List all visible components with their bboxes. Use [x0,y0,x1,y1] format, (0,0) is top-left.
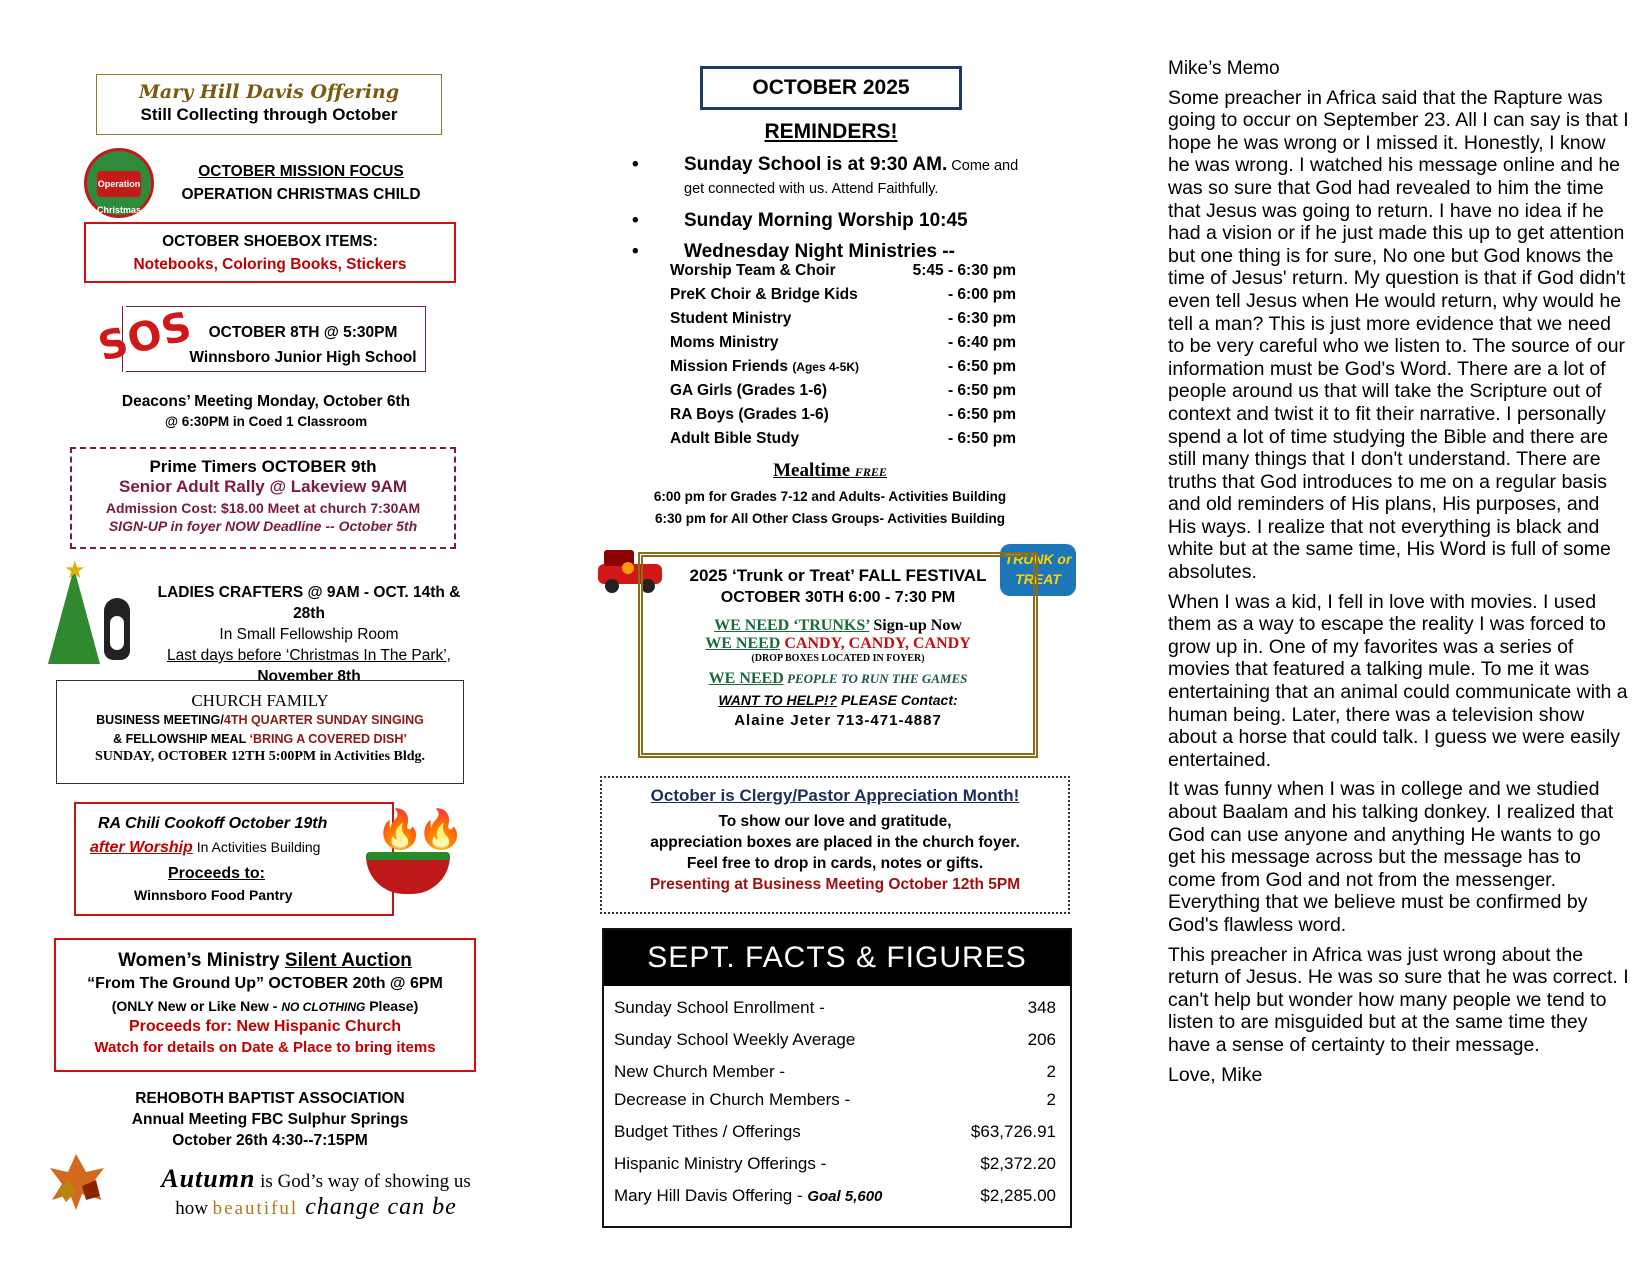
memo-paragraph: Some preacher in Africa said that the Rapture was going to occur on September 23. All I can say is that I hope he was wrong or I missed it. Honestly, I know he was wrong. I watched his message online and he was so sure that God had revealed to him the time that Jesus was going to return. I have no idea if he had a vision or if he just made this up to get attention but one thing is for sure, No one but God knows the time of Jesus' return. My question is that if God didn't even tell Jesus when He would return, why would he tell a man? This is just more evidence that we need to be very careful who we listen to. The source of our information must be God's Word. There are a lot of people around us that will take the Scripture out of context and twist it to fit their narrative. I personally spend a lot of time studying the Bible and there are still many things that I don't understand. There are truths that God introduces to me on a regular basis and old reminders of His plans, His purposes, and His ways. I realize that not everything is black and white but at the same time, His Word is full of some absolutes. [1168,86,1629,584]
sos-logo: SOS [93,303,197,371]
clergy-line3: Feel free to drop in cards, notes or gifts. [686,855,984,872]
mary-hill-davis-box [96,74,442,135]
schedule-row [670,382,1030,406]
shoebox-items-box [84,222,456,283]
facts-value: $2,372.20 [980,1154,1056,1173]
mission-focus-name: OPERATION CHRISTMAS CHILD [181,186,421,203]
reminders-title: REMINDERS! [764,120,898,143]
clergy-line1: To show our love and gratitude, [718,813,952,830]
rehoboth-association [100,1088,440,1151]
mealtime-free: FREE [854,465,887,479]
chili-pantry: Winnsboro Food Pantry [134,887,293,903]
schedule-time: - 6:50 pm [947,406,1016,423]
fall-festival-box [638,552,1038,758]
month-header: OCTOBER 2025 [700,66,962,110]
silent-auction: Silent Auction [284,950,412,971]
schedule-time: - 6:50 pm [947,358,1016,375]
reminder-main: Wednesday Night Ministries -- [684,241,955,262]
womens-watch: Watch for details on Date & Place to bring items [94,1039,436,1056]
sos-details [178,320,428,370]
autumn-word: Autumn [161,1164,256,1193]
mealtime-line2: 6:30 pm for All Other Class Groups- Activities Building [654,511,1006,526]
fellowship-meal: & FELLOWSHIP MEAL [113,732,250,746]
autumn-beautiful: beautiful [212,1198,299,1219]
chili-after-worship: after Worship [90,839,193,856]
chili-proceeds: Proceeds to: [168,865,265,882]
want-to-help: WANT TO HELP!? [718,692,838,708]
need-people-label: WE NEED [708,670,784,687]
schedule-time: 5:45 - 6:30 pm [912,262,1016,279]
facts-label: Sunday School Weekly Average [614,1030,856,1049]
facts-row [614,1180,1056,1212]
rehoboth-title: REHOBOTH BAPTIST ASSOCIATION [135,1090,405,1107]
memo-title: Mike’s Memo [1168,58,1280,79]
memo-paragraph: It was funny when I was in college and we studied about Baalam and his talking donkey. I realized that God can use anyone and anything He wants to go get his message across but the message has to come from God and not from the messenger. Everything that we believe must be confirmed by God's flawless word. [1168,778,1614,936]
reminder-sub: Come and get connected with us. Attend Faithfully. [684,158,1019,197]
schedule-time: - 6:50 pm [947,382,1016,399]
autumn-leaves-icon [46,1150,110,1212]
mission-focus [160,160,442,206]
rehoboth-date: October 26th 4:30--7:15PM [172,1132,368,1149]
operation-christmas-child-logo [84,148,154,241]
womens-note-b: NO CLOTHING [281,1000,366,1014]
schedule-row [670,286,1030,310]
church-family-date: SUNDAY, OCTOBER 12TH 5:00PM in Activities Bldg. [94,749,426,764]
reminders-list [632,154,1042,263]
sos-date: OCTOBER 8TH @ 5:30PM [208,324,398,341]
womens-title: Women’s Ministry [118,950,285,971]
occ-logo-text: Operation Christmas Child [97,171,141,197]
chili-location: In Activities Building [192,839,321,855]
schedule-name: Student Ministry [670,310,792,327]
facts-value: 348 [1027,998,1056,1017]
autumn-line1: is God’s way of showing us [255,1171,471,1192]
facts-row [614,1024,1056,1056]
festival-title: 2025 ‘Trunk or Treat’ FALL FESTIVAL [689,566,987,585]
star-icon: ★ [64,557,86,584]
facts-label: New Church Member - [614,1062,785,1081]
church-family-box [56,680,464,784]
fire-icon: 🔥🔥 [376,809,459,851]
facts-row [614,1056,1056,1088]
clergy-line4: Presenting at Business Meeting October 12th 5PM [649,876,1021,893]
signup-now: Sign-up Now [869,617,962,634]
mealtime-title: Mealtime [773,460,851,481]
schedule-name: Moms Ministry [670,334,779,351]
facts-value: $63,726.91 [970,1122,1056,1141]
festival-date: OCTOBER 30TH 6:00 - 7:30 PM [720,589,956,606]
need-candy-label: WE NEED [705,635,781,652]
reminder-sunday-school [632,154,1042,200]
mhd-title: Mary Hill Davis Offering [138,81,400,103]
memo-paragraph: This preacher in Africa was just wrong about the return of Jesus. He was so sure that he was correct. I can't help but wonder how many people we tend to listen to are misguided but at the same time they have a sense of certainty to their message. [1168,943,1629,1056]
people-games: PEOPLE TO RUN THE GAMES [783,671,968,686]
please-contact: PLEASE Contact: [837,692,958,708]
ladies-title: LADIES CRAFTERS @ 9AM - OCT. 14th & 28th [157,584,461,622]
schedule-row [670,310,1030,334]
church-family-title: CHURCH FAMILY [191,691,329,710]
schedule-name: Mission Friends [670,358,793,375]
mhd-subtitle: Still Collecting through October [140,105,398,124]
schedule-time: - 6:40 pm [947,334,1016,351]
facts-figures-table [602,928,1072,1228]
chili-title: RA Chili Cookoff October 19th [98,815,328,832]
reminder-wednesday [632,241,1042,263]
schedule-name: Worship Team & Choir [670,262,836,279]
mealtime [640,460,1020,530]
autumn-how: how [175,1198,213,1219]
drop-boxes: (DROP BOXES LOCATED IN FOYER) [751,653,925,664]
rehoboth-meeting: Annual Meeting FBC Sulphur Springs [131,1111,409,1128]
memo-signoff: Love, Mike [1168,1063,1263,1086]
mission-focus-title: OCTOBER MISSION FOCUS [198,163,404,180]
reminder-main: Sunday Morning Worship 10:45 [684,210,968,231]
memo-paragraph: When I was a kid, I fell in love with movies. I used them as a way to escape the reality I was forced to grow up in. One of my favorites was a series of movies that featured a talking mule. To me it was entertaining that an animal could communicate with a human being. Later, there was a television show about a horse that could talk. I guess we were easily entertained. [1168,590,1628,771]
clergy-title: October is Clergy/Pastor Appreciation Month! [650,786,1020,805]
quarter-singing: 4TH QUARTER SUNDAY SINGING [223,713,424,727]
facts-value: 2 [1046,1062,1056,1081]
facts-value: 206 [1027,1030,1056,1049]
womens-proceeds: Proceeds for: New Hispanic Church [128,1018,402,1035]
prime-rally: Senior Adult Rally @ Lakeview 9AM [118,477,408,496]
trunk-or-treat-logo: TRUNK or TREAT [1000,544,1076,596]
facts-label: Mary Hill Davis Offering - [614,1186,808,1205]
schedule-row [670,334,1030,358]
festival-contact: Alaine Jeter 713-471-4887 [734,712,942,729]
prime-cost: Admission Cost: $18.00 Meet at church 7:30AM [105,500,421,516]
facts-goal: Goal 5,600 [807,1188,883,1205]
schedule-name: PreK Choir & Bridge Kids [670,286,858,303]
covered-dish: ‘BRING A COVERED DISH’ [249,732,407,746]
ladies-date: November 8th [257,668,361,685]
facts-label: Budget Tithes / Offerings [614,1122,801,1141]
chili-cookoff-box [74,802,394,916]
business-meeting: BUSINESS MEETING/ [96,713,224,727]
facts-row [614,1148,1056,1180]
facts-label: Sunday School Enrollment - [614,998,825,1017]
autumn-change: change can be [298,1194,457,1220]
reminder-main: Sunday School is at 9:30 AM. [684,154,948,175]
shoebox-items: Notebooks, Coloring Books, Stickers [133,256,407,273]
wednesday-schedule [670,262,1030,454]
ladies-lastdays: Last days before ‘Christmas In The Park’, [166,647,451,664]
schedule-ages: (Ages 4-5K) [792,360,859,374]
schedule-name: GA Girls (Grades 1-6) [670,382,828,399]
schedule-time: - 6:30 pm [947,310,1016,327]
schedule-name: RA Boys (Grades 1-6) [670,406,829,423]
sos-location: Winnsboro Junior High School [189,349,417,366]
clergy-line2: appreciation boxes are placed in the church foyer. [650,834,1020,851]
facts-value: 2 [1046,1090,1056,1109]
ladies-crafters [140,582,478,687]
prime-signup: SIGN-UP in foyer NOW Deadline -- October 5th [108,518,418,534]
facts-row [614,992,1056,1024]
schedule-name: Adult Bible Study [670,430,800,447]
mikes-memo [1168,58,1632,1093]
penguin-icon [104,598,130,660]
prime-title: Prime Timers OCTOBER 9th [149,457,377,476]
facts-row [614,1088,1056,1116]
schedule-time: - 6:00 pm [947,286,1016,303]
womens-ministry-box [54,938,476,1072]
facts-label: Decrease in Church Members - [614,1090,851,1109]
facts-label: Hispanic Ministry Offerings - [614,1154,827,1173]
facts-value: $2,285.00 [980,1186,1056,1205]
ladies-room: In Small Fellowship Room [219,626,399,643]
womens-note-c: Please) [365,998,419,1014]
deacons-meeting [84,392,448,432]
womens-event: “From The Ground Up” OCTOBER 20th @ 6PM [87,975,443,992]
deacons-date: Deacons’ Meeting Monday, October 6th [121,393,411,410]
deacons-time: @ 6:30PM in Coed 1 Classroom [164,414,368,429]
womens-note-a: (ONLY New or Like New - [111,998,282,1014]
schedule-row [670,358,1030,382]
schedule-row [670,430,1030,454]
schedule-time: - 6:50 pm [947,430,1016,447]
reminder-worship [632,210,1042,232]
schedule-row [670,262,1030,286]
mealtime-line1: 6:00 pm for Grades 7-12 and Adults- Activities Building [653,489,1007,504]
schedule-row [670,406,1030,430]
prime-timers-box [70,447,456,549]
facts-title: SEPT. FACTS & FIGURES [604,930,1070,986]
autumn-quote [126,1164,506,1221]
clergy-appreciation-box [600,776,1070,914]
candy: CANDY, CANDY, CANDY [780,635,971,652]
facts-row [614,1116,1056,1148]
need-trunks: WE NEED ‘TRUNKS’ [714,617,870,634]
shoebox-title: OCTOBER SHOEBOX ITEMS: [162,233,378,250]
